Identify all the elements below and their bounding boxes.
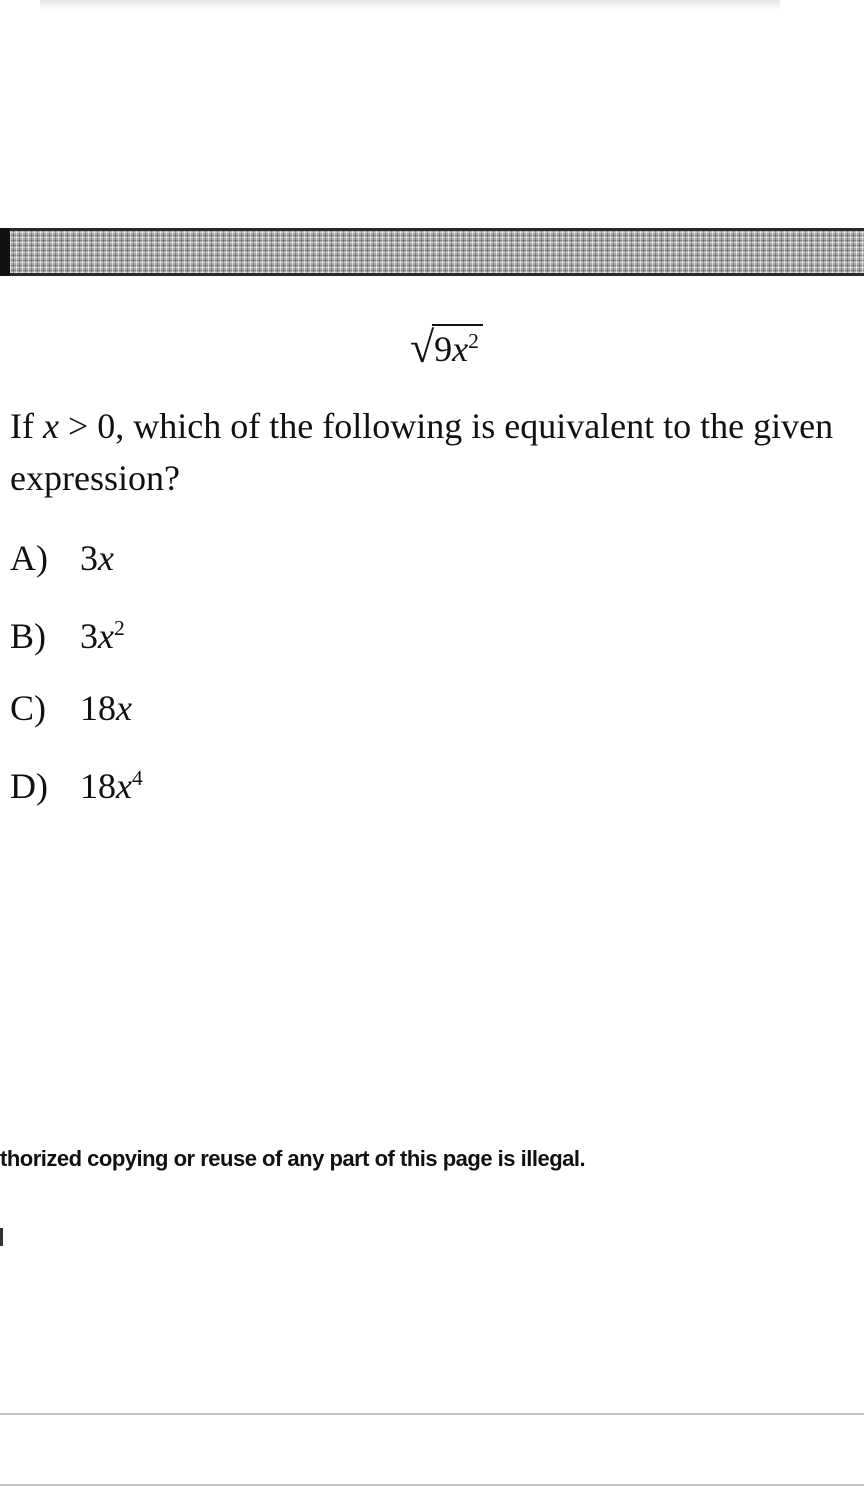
answer-choice-d[interactable] bbox=[10, 762, 143, 810]
question-prefix: If bbox=[10, 406, 43, 446]
choice-variable: x bbox=[98, 538, 114, 578]
copyright-notice: thorized copying or reuse of any part of this page is illegal. bbox=[0, 1146, 586, 1171]
given-expression bbox=[410, 300, 483, 370]
radicand-coefficient: 9 bbox=[434, 329, 453, 370]
divider-line bbox=[0, 1413, 864, 1415]
choice-coefficient: 3 bbox=[80, 538, 98, 578]
choice-variable: x bbox=[116, 766, 132, 806]
choice-exponent: 4 bbox=[131, 766, 143, 790]
square-root-symbol: √ bbox=[410, 323, 435, 372]
question-variable: x bbox=[42, 406, 59, 446]
radicand-exponent: 2 bbox=[468, 329, 479, 354]
radicand-variable: x bbox=[452, 329, 469, 370]
choice-letter: D) bbox=[10, 766, 48, 806]
choice-letter: C) bbox=[10, 688, 46, 728]
radicand bbox=[432, 324, 483, 370]
divider-line bbox=[0, 1484, 864, 1486]
choice-coefficient: 18 bbox=[80, 766, 116, 806]
choice-variable: x bbox=[116, 688, 132, 728]
question-header-bar bbox=[10, 228, 864, 276]
page-edge-mark bbox=[0, 1228, 3, 1246]
question-condition: > 0, which of the following is equivalent to the given expression? bbox=[10, 406, 834, 498]
choice-value bbox=[80, 534, 114, 582]
choice-letter: A) bbox=[10, 538, 48, 578]
question-text bbox=[10, 400, 860, 504]
question-marker bbox=[0, 228, 10, 276]
choice-value bbox=[80, 612, 125, 660]
answer-choice-b[interactable] bbox=[10, 612, 125, 660]
answer-choice-a[interactable] bbox=[10, 534, 114, 582]
choice-exponent: 2 bbox=[113, 616, 125, 640]
choice-value bbox=[80, 684, 132, 732]
choice-coefficient: 18 bbox=[80, 688, 116, 728]
choice-coefficient: 3 bbox=[80, 616, 98, 656]
choice-value bbox=[80, 762, 143, 810]
answer-choice-c[interactable] bbox=[10, 684, 132, 732]
choice-letter: B) bbox=[10, 616, 46, 656]
choice-variable: x bbox=[98, 616, 114, 656]
top-shadow bbox=[40, 0, 780, 10]
